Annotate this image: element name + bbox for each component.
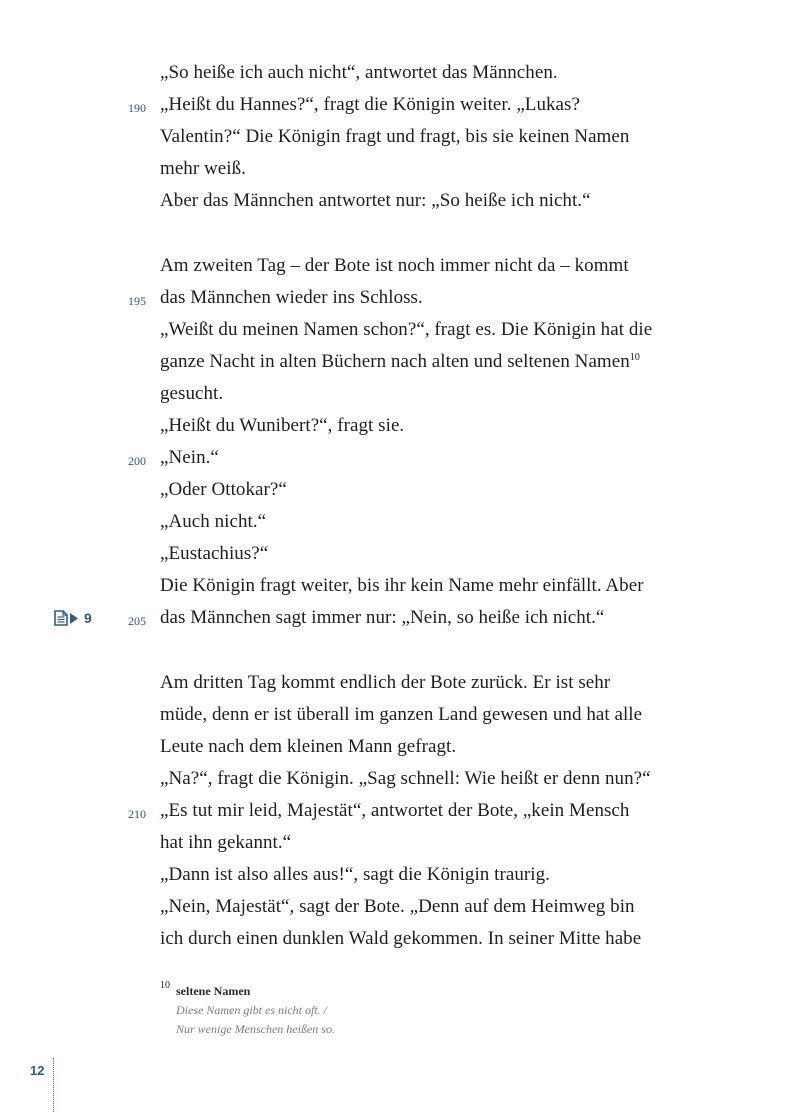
text-line: gesucht. — [160, 383, 224, 404]
line-number: 200 — [128, 454, 146, 468]
text-line: „So heiße ich auch nicht“, antwortet das Männchen. — [160, 62, 558, 83]
text-line: hat ihn gekannt.“ — [160, 832, 292, 853]
footnote-number: 10 — [160, 980, 170, 991]
text-line: „Weißt du meinen Namen schon?“, fragt es. Die Königin hat die — [160, 319, 653, 340]
text-line: „Heißt du Wunibert?“, fragt sie. — [160, 415, 405, 436]
text-line: müde, denn er ist überall im ganzen Land gewesen und hat alle — [160, 704, 643, 725]
text-line: „Na?“, fragt die Königin. „Sag schnell: Wie heißt er denn nun?“ — [160, 768, 651, 789]
text-line: Aber das Männchen antwortet nur: „So heiße ich nicht.“ — [160, 190, 591, 211]
line-number: 190 — [128, 101, 146, 115]
text-line: das Männchen sagt immer nur: „Nein, so heiße ich nicht.“ — [160, 607, 605, 628]
text-line: „Oder Ottokar?“ — [160, 479, 287, 500]
text-line: das Männchen wieder ins Schloss. — [160, 287, 423, 308]
footnote-reference: 10 — [629, 352, 640, 363]
audio-track-marker[interactable] — [54, 610, 92, 626]
line-number: 205 — [128, 614, 146, 628]
text-line: „Nein, Majestät“, sagt der Bote. „Denn auf dem Heimweg bin — [160, 896, 635, 917]
page-number: 12 — [30, 1063, 45, 1078]
text-line: Valentin?“ Die Königin fragt und fragt, bis sie keinen Namen — [160, 126, 630, 147]
footnote-definition: Nur wenige Menschen heißen so. — [176, 1022, 335, 1036]
text-line: Leute nach dem kleinen Mann gefragt. — [160, 736, 457, 757]
footnote-term: seltene Namen — [176, 984, 251, 998]
page-margin-rule — [53, 1058, 54, 1112]
text-line: „Es tut mir leid, Majestät“, antwortet der Bote, „kein Mensch — [160, 800, 630, 821]
text-line-content: ganze Nacht in alten Büchern nach alten und seltenen Namen — [160, 351, 630, 372]
text-line: „Dann ist also alles aus!“, sagt die Königin traurig. — [160, 864, 550, 885]
text-line: ich durch einen dunklen Wald gekommen. In seiner Mitte habe — [160, 928, 642, 949]
text-line: Am zweiten Tag – der Bote ist noch immer nicht da – kommt — [160, 255, 629, 276]
text-line — [160, 351, 640, 373]
audio-track-icon — [54, 610, 68, 626]
text-line: „Nein.“ — [160, 447, 219, 468]
text-line: „Eustachius?“ — [160, 543, 269, 564]
text-line: mehr weiß. — [160, 158, 246, 179]
play-triangle-icon — [70, 613, 78, 624]
line-number: 195 — [128, 294, 146, 308]
footnote-definition: Diese Namen gibt es nicht oft. / — [176, 1003, 327, 1017]
text-line: Die Königin fragt weiter, bis ihr kein Name mehr einfällt. Aber — [160, 575, 644, 596]
text-line: „Heißt du Hannes?“, fragt die Königin weiter. „Lukas? — [160, 94, 580, 115]
text-line: „Auch nicht.“ — [160, 511, 267, 532]
line-number: 210 — [128, 807, 146, 821]
text-line: Am dritten Tag kommt endlich der Bote zurück. Er ist sehr — [160, 672, 611, 693]
audio-track-number: 9 — [84, 610, 92, 626]
